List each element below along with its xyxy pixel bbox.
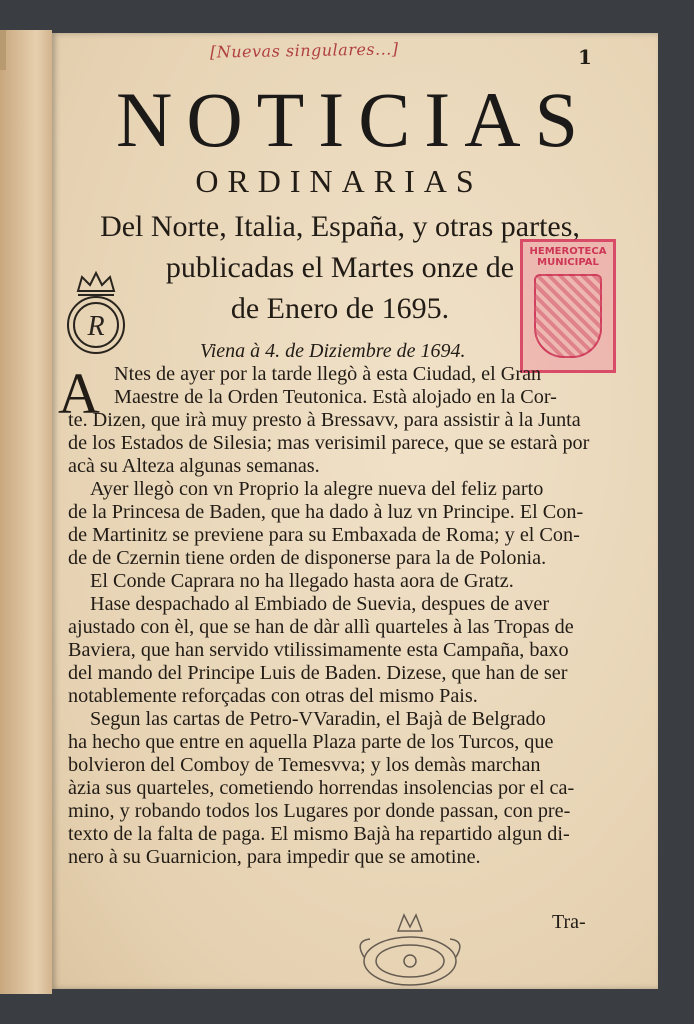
document-page (52, 33, 658, 989)
library-stamp (520, 239, 616, 373)
page-title: NOTICIAS (116, 76, 592, 163)
text-line: nero à su Guarnicion, para impedir que se amotine. (68, 846, 481, 868)
text-line: Hase despachado al Embiado de Suevia, despues de aver (90, 593, 550, 615)
text-line: Maestre de la Orden Teutonica. Està alojado en la Cor- (114, 386, 557, 408)
text-line: Ayer llegò con vn Proprio la alegre nueva del feliz parto (90, 478, 544, 500)
handwritten-annotation: [Nuevas singulares...] (209, 39, 399, 62)
article-body (68, 363, 610, 869)
facing-page-edge (0, 30, 52, 994)
text-line: Ntes de ayer por la tarde llegò à esta Ciudad, el Gran (114, 363, 542, 385)
headline-line: de Enero de 1695. (230, 292, 450, 325)
text-line: Segun las cartas de Petro-VVaradin, el Bajà de Belgrado (90, 708, 546, 730)
royal-seal-icon (64, 269, 128, 357)
text-line: Baviera, que han servido vtilissimamente esta Campaña, baxo (68, 639, 569, 661)
text-line: El Conde Caprara no ha llegado hasta aora de Gratz. (90, 570, 514, 592)
text-line: de Martinitz se previene para su Embaxada de Roma; y el Con- (68, 524, 580, 546)
text-line: texto de la falta de paga. El mismo Bajà ha repartido algun di- (68, 823, 570, 845)
page-subtitle: ORDINARIAS (195, 163, 483, 199)
text-line: acà su Alteza algunas semanas. (68, 455, 320, 477)
stamp-text: HEMEROTECA MUNICIPAL (529, 246, 607, 268)
text-line: ajustado con èl, que se han de dàr allì quarteles à las Tropas de (68, 616, 574, 638)
library-ownership-stamp-icon (340, 901, 480, 989)
text-line: mino, y robando todos los Lugares por donde passan, con pre- (68, 800, 571, 822)
dateline: Viena à 4. de Diziembre de 1694. (200, 340, 466, 362)
text-line: de de Czernin tiene orden de disponerse para la de Polonia. (68, 547, 547, 569)
text-line: de los Estados de Silesia; mas verisimil parece, que se estarà por (68, 432, 590, 454)
coat-of-arms-icon (534, 274, 602, 358)
text-line: de la Princesa de Baden, que ha dado à luz vn Principe. El Con- (68, 501, 584, 523)
text-line: del mando del Principe Luis de Baden. Dizese, que han de ser (68, 662, 568, 684)
headline-line: publicadas el Martes onze de (165, 251, 515, 284)
text-line: notablemente reforçadas con otras del mismo Pais. (68, 685, 478, 707)
text-line: te. Dizen, que irà muy presto à Bressavv, para assistir à la Junta (68, 409, 581, 431)
seal-letter: R (87, 311, 105, 342)
headline-line: Del Norte, Italia, España, y otras partes, (100, 210, 580, 243)
drop-cap: A (58, 361, 100, 426)
text-line: àzia sus quarteles, cometiendo horrendas insolencias por el ca- (68, 777, 575, 799)
page-edge-tab (0, 30, 6, 70)
text-line: ha hecho que entre en aquella Plaza parte de los Turcos, que (68, 731, 554, 753)
page-number: 1 (578, 45, 592, 69)
catchword: Tra- (552, 911, 586, 933)
text-line: bolvieron del Comboy de Temesvva; y los demàs marchan (68, 754, 541, 776)
